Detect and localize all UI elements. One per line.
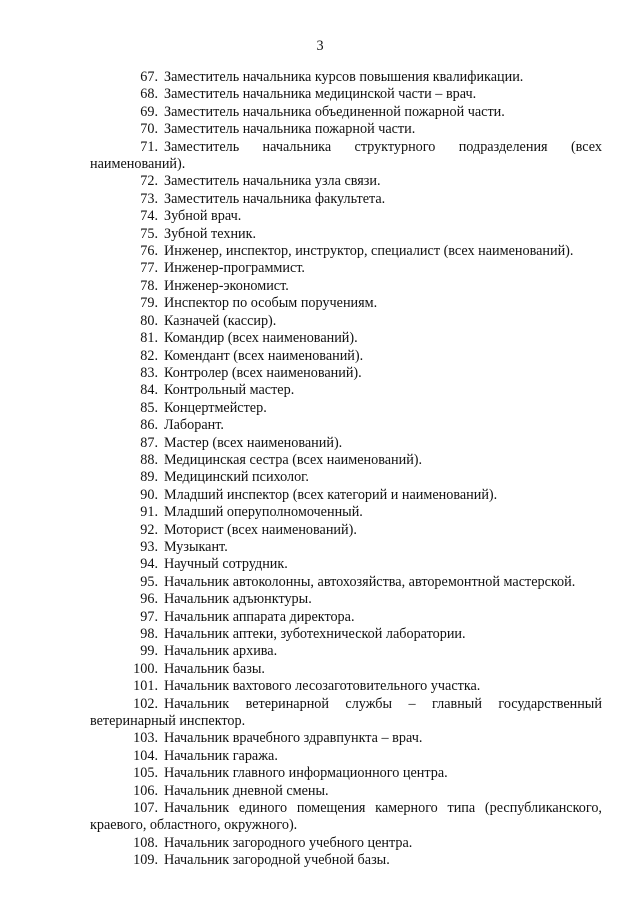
item-number: 73. bbox=[140, 190, 158, 207]
item-number: 91. bbox=[140, 504, 158, 521]
item-number: 105. bbox=[133, 765, 158, 782]
list-item bbox=[90, 800, 602, 835]
item-number: 86. bbox=[140, 417, 158, 434]
item-number: 69. bbox=[140, 103, 158, 120]
item-word: структурного bbox=[354, 138, 436, 155]
list-item bbox=[90, 835, 602, 852]
item-number: 70. bbox=[140, 121, 158, 138]
item-text: Инспектор по особым поручениям. bbox=[164, 295, 378, 312]
item-number: 94. bbox=[140, 556, 158, 573]
list-item bbox=[90, 69, 602, 86]
item-text: Начальник вахтового лесозаготовительного участка. bbox=[164, 678, 481, 695]
item-number: 96. bbox=[140, 591, 158, 608]
item-word: ветеринарной bbox=[245, 695, 329, 712]
list-item bbox=[90, 260, 602, 277]
item-number: 107. bbox=[133, 800, 158, 817]
item-number: 102. bbox=[133, 695, 158, 712]
item-number: 89. bbox=[140, 469, 158, 486]
item-number: 88. bbox=[140, 451, 158, 468]
item-number: 106. bbox=[133, 782, 158, 799]
list-item bbox=[90, 556, 602, 573]
item-text: Начальник гаража. bbox=[164, 747, 278, 764]
list-item bbox=[90, 626, 602, 643]
item-number: 82. bbox=[140, 347, 158, 364]
item-text-line bbox=[164, 800, 602, 817]
item-number: 92. bbox=[140, 521, 158, 538]
item-text: Медицинский психолог. bbox=[164, 469, 309, 486]
item-word: государственный bbox=[498, 695, 602, 712]
item-text-continuation: ветеринарный инспектор. bbox=[90, 713, 246, 730]
item-word: подразделения bbox=[458, 138, 548, 155]
list-item bbox=[90, 295, 602, 312]
list-item bbox=[90, 86, 602, 103]
position-list bbox=[90, 69, 602, 870]
list-item bbox=[90, 696, 602, 731]
item-text: Заместитель начальника узла связи. bbox=[164, 173, 381, 190]
item-number: 71. bbox=[140, 138, 158, 155]
item-text: Медицинская сестра (всех наименований). bbox=[164, 451, 423, 468]
item-text-line bbox=[164, 139, 602, 156]
item-number: 109. bbox=[133, 852, 158, 869]
page-number: 3 bbox=[316, 38, 324, 54]
item-number: 103. bbox=[133, 730, 158, 747]
item-number: 83. bbox=[140, 364, 158, 381]
list-item bbox=[90, 191, 602, 208]
item-word: главный bbox=[432, 695, 482, 712]
item-text-line bbox=[164, 696, 602, 713]
item-number: 81. bbox=[140, 330, 158, 347]
item-text: Начальник аптеки, зуботехнической лаборатории. bbox=[164, 626, 466, 642]
list-item bbox=[90, 783, 602, 800]
list-item bbox=[90, 748, 602, 765]
item-text: Начальник главного информационного центра. bbox=[164, 765, 448, 782]
item-number: 84. bbox=[140, 382, 158, 399]
item-number: 99. bbox=[140, 643, 158, 660]
list-item bbox=[90, 452, 602, 469]
item-word: (республиканского, bbox=[484, 800, 602, 817]
item-number: 90. bbox=[140, 486, 158, 503]
item-number: 95. bbox=[140, 573, 158, 590]
item-word: Заместитель bbox=[164, 138, 240, 155]
list-item bbox=[90, 469, 602, 486]
item-word: помещения bbox=[296, 800, 366, 817]
item-text: Младший инспектор (всех категорий и наименований). bbox=[164, 486, 498, 503]
list-item bbox=[90, 678, 602, 695]
item-text: Начальник загородного учебного центра. bbox=[164, 834, 413, 851]
item-text: Зубной техник. bbox=[164, 225, 257, 242]
item-text: Начальник врачебного здравпункта – врач. bbox=[164, 730, 423, 747]
item-number: 101. bbox=[133, 678, 158, 695]
item-number: 104. bbox=[133, 747, 158, 764]
list-item bbox=[90, 382, 602, 399]
item-word: Начальник bbox=[164, 800, 230, 817]
item-number: 97. bbox=[140, 608, 158, 625]
item-text: Начальник аппарата директора. bbox=[164, 608, 355, 625]
item-number: 93. bbox=[140, 538, 158, 555]
item-text: Контролер (всех наименований). bbox=[164, 364, 362, 381]
list-item bbox=[90, 504, 602, 521]
list-item bbox=[90, 852, 602, 869]
item-text: Начальник автоколонны, автохозяйства, авторемонтной мастерской. bbox=[164, 573, 576, 590]
item-text: Контрольный мастер. bbox=[164, 382, 295, 399]
item-text: Младший оперуполномоченный. bbox=[164, 504, 363, 521]
item-text: Заместитель начальника объединенной пожарной части. bbox=[164, 103, 505, 120]
item-number: 67. bbox=[140, 69, 158, 85]
list-item bbox=[90, 400, 602, 417]
list-item bbox=[90, 243, 602, 260]
item-number: 87. bbox=[140, 434, 158, 451]
item-text: Командир (всех наименований). bbox=[164, 330, 358, 347]
list-item bbox=[90, 435, 602, 452]
item-word: начальника bbox=[262, 138, 332, 155]
list-item bbox=[90, 574, 602, 591]
item-text: Начальник базы. bbox=[164, 660, 265, 677]
item-text: Лаборант. bbox=[164, 417, 224, 434]
list-item bbox=[90, 313, 602, 330]
item-word: службы bbox=[345, 695, 393, 712]
item-text: Казначей (кассир). bbox=[164, 312, 277, 329]
item-number: 98. bbox=[140, 626, 158, 642]
list-item bbox=[90, 765, 602, 782]
item-text: Заместитель начальника курсов повышения квалификации. bbox=[164, 69, 524, 85]
list-item bbox=[90, 417, 602, 434]
item-text: Моторист (всех наименований). bbox=[164, 521, 357, 538]
item-number: 108. bbox=[133, 834, 158, 851]
item-word: – bbox=[408, 695, 416, 712]
list-item bbox=[90, 487, 602, 504]
list-item bbox=[90, 522, 602, 539]
item-number: 76. bbox=[140, 243, 158, 260]
list-item bbox=[90, 643, 602, 660]
list-item bbox=[90, 208, 602, 225]
list-item bbox=[90, 173, 602, 190]
item-text: Начальник дневной смены. bbox=[164, 782, 329, 799]
list-item bbox=[90, 730, 602, 747]
item-word: камерного bbox=[375, 800, 438, 817]
item-word: Начальник bbox=[164, 695, 230, 712]
item-text: Комендант (всех наименований). bbox=[164, 347, 364, 364]
item-number: 85. bbox=[140, 399, 158, 416]
item-text: Инженер, инспектор, инструктор, специалист (всех наименований). bbox=[164, 243, 574, 260]
list-item bbox=[90, 348, 602, 365]
item-text: Инженер-экономист. bbox=[164, 277, 289, 294]
item-text: Научный сотрудник. bbox=[164, 556, 288, 573]
item-number: 68. bbox=[140, 86, 158, 103]
item-text: Начальник адъюнктуры. bbox=[164, 591, 312, 608]
item-number: 80. bbox=[140, 312, 158, 329]
list-item bbox=[90, 330, 602, 347]
list-item bbox=[90, 226, 602, 243]
list-item bbox=[90, 278, 602, 295]
item-text: Заместитель начальника пожарной части. bbox=[164, 121, 416, 138]
item-text: Заместитель начальника факультета. bbox=[164, 190, 386, 207]
item-number: 75. bbox=[140, 225, 158, 242]
item-text: Начальник архива. bbox=[164, 643, 278, 660]
list-item bbox=[90, 104, 602, 121]
item-text: Мастер (всех наименований). bbox=[164, 434, 343, 451]
item-word: единого bbox=[238, 800, 288, 817]
item-number: 74. bbox=[140, 208, 158, 225]
item-word: (всех bbox=[570, 138, 602, 155]
list-item bbox=[90, 139, 602, 174]
list-item bbox=[90, 121, 602, 138]
item-text: Концертмейстер. bbox=[164, 399, 267, 416]
item-text-continuation: наименований). bbox=[90, 156, 186, 173]
list-item bbox=[90, 591, 602, 608]
item-text: Начальник загородной учебной базы. bbox=[164, 852, 390, 869]
item-number: 79. bbox=[140, 295, 158, 312]
item-text: Зубной врач. bbox=[164, 208, 242, 225]
item-text: Музыкант. bbox=[164, 538, 228, 555]
item-number: 77. bbox=[140, 260, 158, 277]
item-word: типа bbox=[447, 800, 476, 817]
item-number: 72. bbox=[140, 173, 158, 190]
list-item bbox=[90, 661, 602, 678]
item-text: Инженер-программист. bbox=[164, 260, 305, 277]
item-number: 100. bbox=[133, 660, 158, 677]
list-item bbox=[90, 365, 602, 382]
list-item bbox=[90, 609, 602, 626]
item-text: Заместитель начальника медицинской части – врач. bbox=[164, 86, 477, 103]
item-text-continuation: краевого, областного, окружного). bbox=[90, 817, 298, 834]
item-number: 78. bbox=[140, 277, 158, 294]
list-item bbox=[90, 539, 602, 556]
